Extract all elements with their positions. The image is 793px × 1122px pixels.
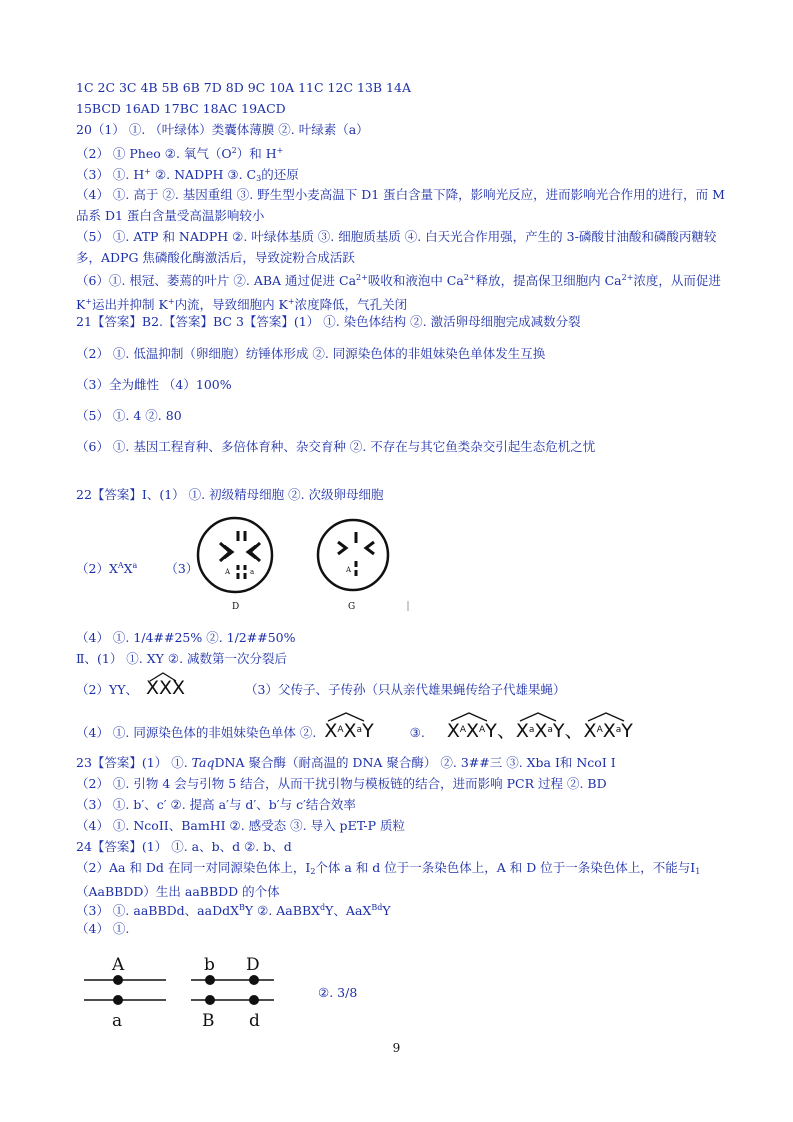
page-number: 9 [392,1041,401,1055]
q21-line1: 21【答案】B2.【答案】BC 3【答案】(1） ①. 染色体结构 ②. 激活卵母细胞完成减数分裂 [76,314,581,329]
chromosome-pair-Aa [84,955,166,1031]
mc-answers-line1: 1C 2C 3C 4B 5B 6B 7D 8D 9C 10A 11C 12C 13B 14A [76,80,411,95]
cell-D-label: D [232,602,240,612]
q20-line5: （5） ①. ATP 和 NADPH ②. 叶绿体基质 ③. 细胞质基质 ④. 白天光合作用强，产生的 3-磷酸甘油酸和磷酸丙糖较多，ADPG 焦磷酸化酶激活后，导致淀粉合成活跃 [76,229,717,265]
q22-line2: $(2)X^AX^a$ （3） [76,561,199,576]
q24-line4: （4） ①. [76,921,130,936]
q23-line3: （3） ①. b′、c′ ②. 提高 a′与 d′、b′与 c′结合效率 [76,797,356,812]
cell-diagrams [190,515,430,615]
q20-line3: （3） ①. H+ ②. NADPH ③. $C_3$的还原 [76,167,299,183]
cell-G-label: G [348,602,356,612]
genotype-2: $X^AX^aY$ [324,720,373,742]
q22-line3: （4） ①. 1/4##25% ②. 1/2##50% [76,630,296,645]
genotype-3: $X^AX^AY$、 $X^aX^aY$、 $X^AX^aY$ [447,720,633,742]
q20-line6: （6）①. 根冠、萎蔫的叶片 ②. ABA 通过促进 $Ca^{2+}$吸收和液泡中 $Ca^{2+}$释放，提高保卫细胞内 $Ca^{2+}$浓度，从而促进 K+运出并抑制 K+内流，导致细胞内 K+浓度降低，气孔关闭 [76,273,721,312]
xxx-attached-x: XXX [146,680,185,696]
mc-answers-line2: 15BCD 16AD 17BC 18AC 19ACD [76,101,286,116]
q23-line2: （2） ①. 引物 4 会与引物 5 结合，从而干扰引物与模板链的结合，进而影响 PCR 过程 ②. BD [76,776,607,791]
allele-A-label: A [225,568,231,576]
q22-line4: Ⅱ、(1） ①. XY ②. 减数第一次分裂后 [76,651,288,666]
gene-D-label: D [246,955,260,975]
gene-B-label: B [202,1011,215,1031]
gene-b-label: b [204,955,215,975]
chromosome-pair-bD-Bd [191,955,274,1031]
q20-line4: （4） ①. 高于 ②. 基因重组 ③. 野生型小麦高温下 D1 蛋白含量下降，影响光反应，进而影响光合作用的进行，而 M 品系 D1 蛋白含量受高温影响较小 [76,187,725,223]
gene-A-label: A [112,955,125,975]
q21-line4: （5） ①. 4 ②. 80 [76,408,182,423]
q21-line5: （6） ①. 基因工程育种、多倍体育种、杂交育种 ②. 不存在与其它鱼类杂交引起生态危机之忧 [76,439,596,454]
allele-a-label: a [250,568,255,576]
q24-answer2: ②. 3/8 [318,985,358,1000]
q22-line1: 22【答案】Ⅰ、(1） ①. 初级精母细胞 ②. 次级卵母细胞 [76,487,384,502]
q21-line3: （3）全为雌性 （4）100% [76,377,232,392]
q24-line1: 24【答案】(1） ①. a、b、d ②. b、d [76,839,292,854]
q20-line2: （2） ① Pheo ②. 氧气$(O^2)$和 H+ [76,146,284,161]
q23-line1: 23【答案】(1） ①. TaqDNA 聚合酶（耐高温的 DNA 聚合酶） ②. 3##三 ③. Xba Ⅰ和 NcoI Ⅰ [76,755,616,770]
gene-a-label: a [112,1011,123,1031]
q23-line4: （4） ①. NcoII、BamHI ②. 感受态 ③. 导入 pET-P 质粒 [76,818,406,833]
allele-A-label-g: A [346,566,352,574]
q22-line6: （4） ①. 同源染色体的非姐妹染色单体 ②. $X^AX^aY$ ③. $X^AX^AY$、 $X^aX^aY$、 $X^AX^aY$ [76,722,633,741]
q22-line5: （2）YY、 XXX （3）父传子、子传孙（只从亲代雄果蝇传给子代雄果蝇） [76,680,565,698]
cell-G [318,520,388,612]
q21-line2: （2） ①. 低温抑制（卵细胞）纺锤体形成 ②. 同源染色体的非姐妹染色单体发生互换 [76,346,546,361]
q24-line3: （3） ①. aaBBDd、aaDdX$^B$Y ②. AaBBX$^d$Y、AaX$^{Bd}$Y [76,903,391,918]
gene-d-label: d [249,1011,260,1031]
cell-D [198,518,272,612]
q20-line1: 20（1） ①. （叶绿体）类囊体薄膜 ②. 叶绿素（a） [76,122,369,137]
q24-line2: （2）Aa 和 Dd 在同一对同源染色体上，$I_2$个体 a 和 d 位于一条染色体上，A 和 D 位于一条染色体上，不能与$I_1(AaBBDD)$生出 aaBBDD 的个体 [76,860,701,899]
